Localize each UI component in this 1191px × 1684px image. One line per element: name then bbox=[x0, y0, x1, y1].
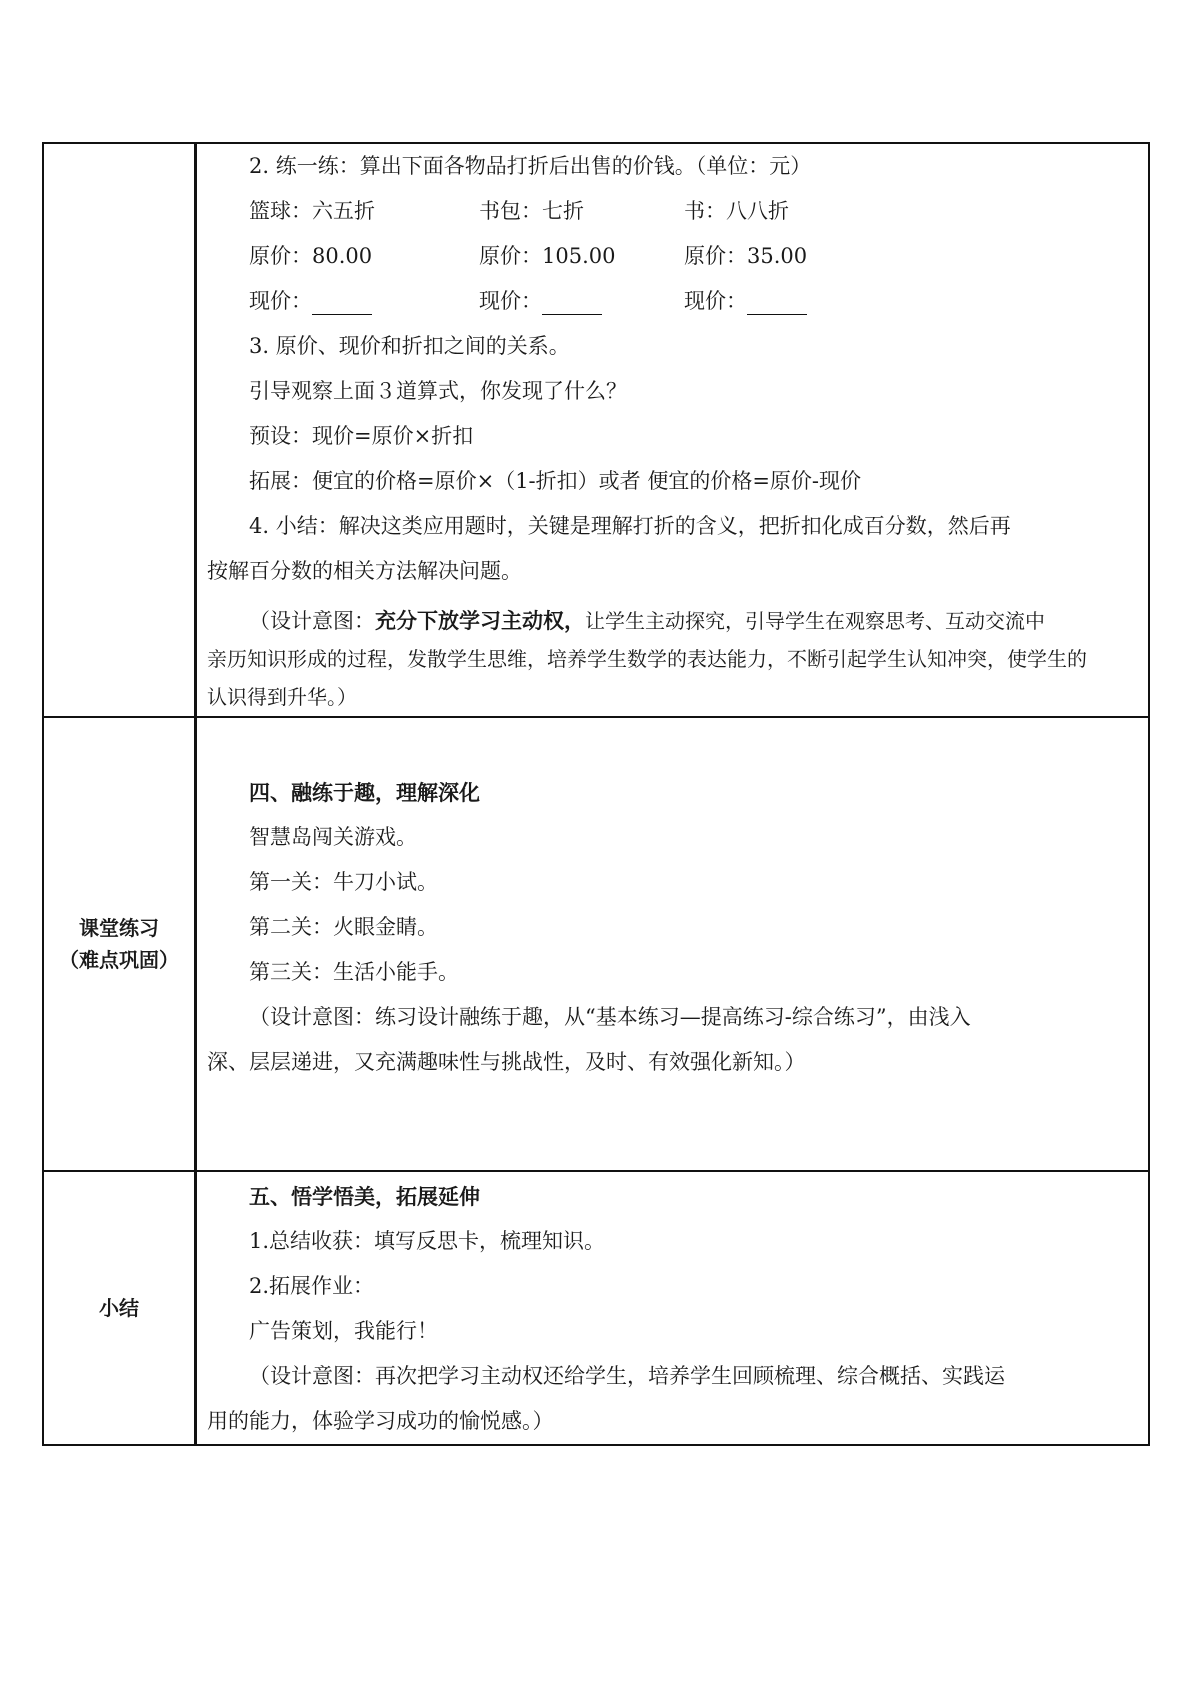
level-1: 第一关：牛刀小试。 bbox=[249, 870, 438, 894]
original-price: 原价：80.00 bbox=[249, 244, 373, 268]
guide-text: 引导观察上面３道算式，你发现了什么？ bbox=[249, 379, 627, 403]
current-price-label: 现价： bbox=[249, 289, 312, 313]
current-price-label: 现价： bbox=[479, 289, 542, 313]
design-intent bbox=[207, 602, 1138, 716]
design-bold: 充分下放学习主动权， bbox=[375, 609, 585, 633]
row-label-cell bbox=[43, 717, 196, 1171]
row-label-cell bbox=[43, 1171, 196, 1445]
row-label-line-1: 课堂练习 bbox=[79, 916, 159, 940]
design-line-2: 深、层层递进，又充满趣味性与挑战性，及时、有效强化新知。） bbox=[207, 1050, 806, 1074]
design-prefix: （设计意图： bbox=[249, 609, 375, 633]
lesson-plan-table bbox=[42, 142, 1150, 1446]
design-rest: 让学生主动探究，引导学生在观察思考、互动交流中 bbox=[585, 609, 1045, 633]
item-names-row bbox=[207, 189, 1138, 234]
summary-line-2: 按解百分数的相关方法解决问题。 bbox=[207, 559, 522, 583]
summary-line-1: 4. 小结：解决这类应用题时，关键是理解打折的含义，把折扣化成百分数，然后再 bbox=[249, 514, 1011, 538]
item-name: 书：八八折 bbox=[684, 199, 789, 223]
row-content-cell bbox=[196, 1171, 1150, 1445]
item-name: 书包：七折 bbox=[479, 199, 584, 223]
table-row bbox=[43, 1171, 1149, 1445]
current-price-label: 现价： bbox=[684, 289, 747, 313]
level-3: 第三关：生活小能手。 bbox=[249, 960, 459, 984]
extend-text: 拓展：便宜的价格=原价×（1-折扣）或者 便宜的价格=原价-现价 bbox=[249, 469, 862, 493]
item-name: 篮球：六五折 bbox=[249, 199, 375, 223]
summary-item-1: 1.总结收获：填写反思卡，梳理知识。 bbox=[249, 1229, 606, 1253]
design-line-1: （设计意图：练习设计融练于趣，从“基本练习—提高练习-综合练习”，由浅入 bbox=[249, 1005, 971, 1029]
summary-item-2: 2.拓展作业： bbox=[249, 1274, 375, 1298]
level-2: 第二关：火眼金睛。 bbox=[249, 915, 438, 939]
current-prices-row bbox=[207, 279, 1138, 324]
design-line-2: 用的能力，体验学习成功的愉悦感。） bbox=[207, 1409, 554, 1433]
table-row bbox=[43, 717, 1149, 1171]
original-prices-row bbox=[207, 234, 1138, 279]
answer-blank bbox=[542, 290, 602, 315]
original-price: 原价：105.00 bbox=[479, 244, 616, 268]
design-line-2: 亲历知识形成的过程，发散学生思维，培养学生数学的表达能力，不断引起学生认知冲突，使学生的 bbox=[207, 647, 1087, 671]
relation-title: 3. 原价、现价和折扣之间的关系。 bbox=[249, 334, 570, 358]
practice-title: 2. 练一练：算出下面各物品打折后出售的价钱。（单位：元） bbox=[249, 154, 812, 178]
original-price: 原价：35.00 bbox=[684, 244, 808, 268]
table-row bbox=[43, 143, 1149, 717]
row-label-cell bbox=[43, 143, 196, 717]
ad-text: 广告策划，我能行！ bbox=[249, 1319, 438, 1343]
row-label: 小结 bbox=[99, 1296, 139, 1320]
answer-blank bbox=[312, 290, 372, 315]
row-label-line-2: （难点巩固） bbox=[59, 948, 179, 972]
section-heading: 四、融练于趣，理解深化 bbox=[249, 780, 480, 805]
preset-text: 预设：现价=原价×折扣 bbox=[249, 424, 474, 448]
row-content-cell bbox=[196, 717, 1150, 1171]
game-text: 智慧岛闯关游戏。 bbox=[249, 825, 417, 849]
answer-blank bbox=[747, 290, 807, 315]
row-content-cell bbox=[196, 143, 1150, 717]
design-line-3: 认识得到升华。） bbox=[207, 685, 357, 709]
design-line-1: （设计意图：再次把学习主动权还给学生，培养学生回顾梳理、综合概括、实践运 bbox=[249, 1364, 1005, 1388]
section-heading: 五、悟学悟美，拓展延伸 bbox=[249, 1184, 480, 1209]
row-label bbox=[44, 912, 194, 976]
